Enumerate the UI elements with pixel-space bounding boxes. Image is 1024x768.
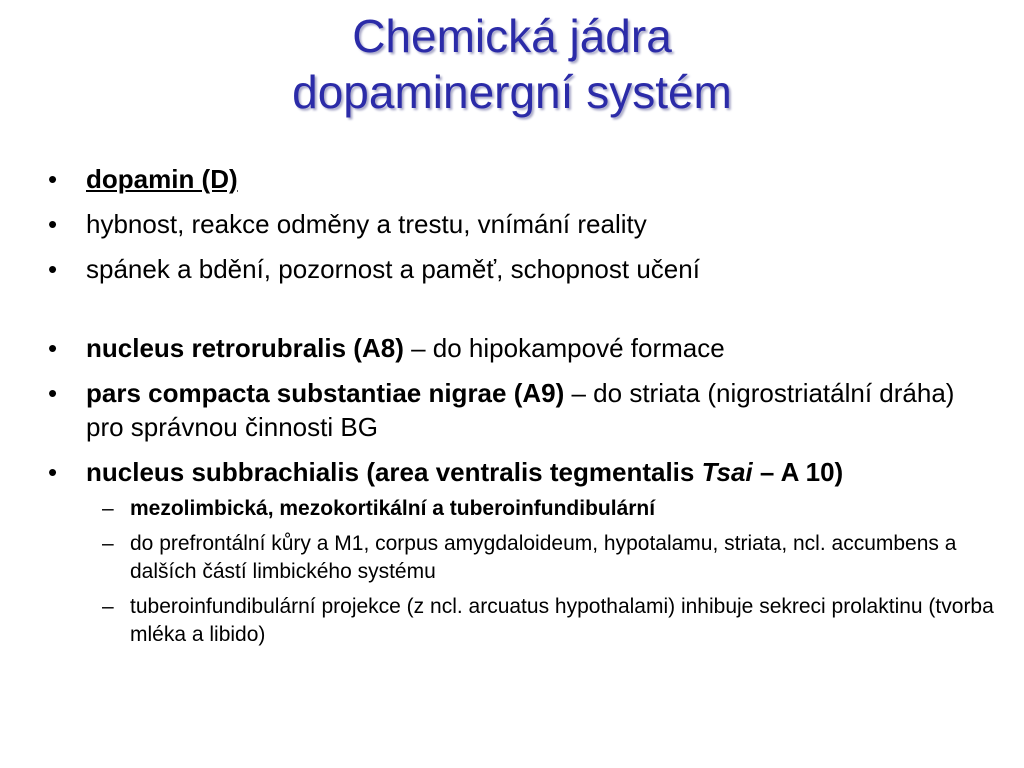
dash-bullet-icon: – [102,595,114,618]
sub-bullet-text-pathways: mezolimbická, mezokortikální a tuberoinfundibulární [130,497,656,520]
sub-bullet-item [48,495,998,523]
bullet-desc-a8: – do hipokampové formace [403,333,725,363]
bullet-term-a9: pars compacta substantiae nigrae (A9) [86,378,565,408]
bullet-term-a10-tsai: Tsai [701,457,753,487]
slide-title-line-1: Chemická jádra [352,10,672,62]
slide-title [0,8,1024,120]
bullet-item [48,455,998,489]
bullet-item [48,162,998,196]
bullet-desc-a9: – do striata (nigrostriatální dráha) pro správnou činnosti BG [86,378,955,442]
dash-bullet-icon: – [102,532,114,555]
sub-bullet-text-projections: do prefrontální kůry a M1, corpus amygdaloideum, hypotalamu, striata, ncl. accumbens a dalších částí limbického systému [130,532,957,583]
bullet-text-functions-1: hybnost, reakce odměny a trestu, vnímání reality [86,209,647,239]
dash-bullet-icon: – [102,497,114,520]
slide-title-line-2: dopaminergní systém [292,66,732,118]
bullet-term-a10-part2: – A 10) [752,457,844,487]
bullet-term-a8: nucleus retrorubralis (A8) [86,333,404,363]
bullet-dot-icon: • [48,378,58,408]
bullet-item [48,252,998,286]
bullet-item [48,376,998,444]
bullet-dot-icon: • [48,209,58,239]
bullet-item [48,207,998,241]
bullet-dot-icon: • [48,333,58,363]
bullet-term-a10-part1: nucleus subbrachialis (area ventralis tegmentalis [86,457,702,487]
bullet-text-functions-2: spánek a bdění, pozornost a paměť, schopnost učení [86,254,700,284]
bullet-dot-icon: • [48,457,58,487]
sub-bullet-text-tuberoinfundibular: tuberoinfundibulární projekce (z ncl. arcuatus hypothalami) inhibuje sekreci prolaktinu (tvorba mléka a libido) [130,595,994,646]
bullet-dot-icon: • [48,164,58,194]
slide-content [48,162,998,656]
sub-bullet-item [48,530,998,586]
blank-line [48,297,998,331]
bullet-item [48,331,998,365]
sub-bullet-item [48,593,998,649]
bullet-dot-icon: • [48,254,58,284]
bullet-text-dopamin: dopamin (D) [86,164,238,194]
